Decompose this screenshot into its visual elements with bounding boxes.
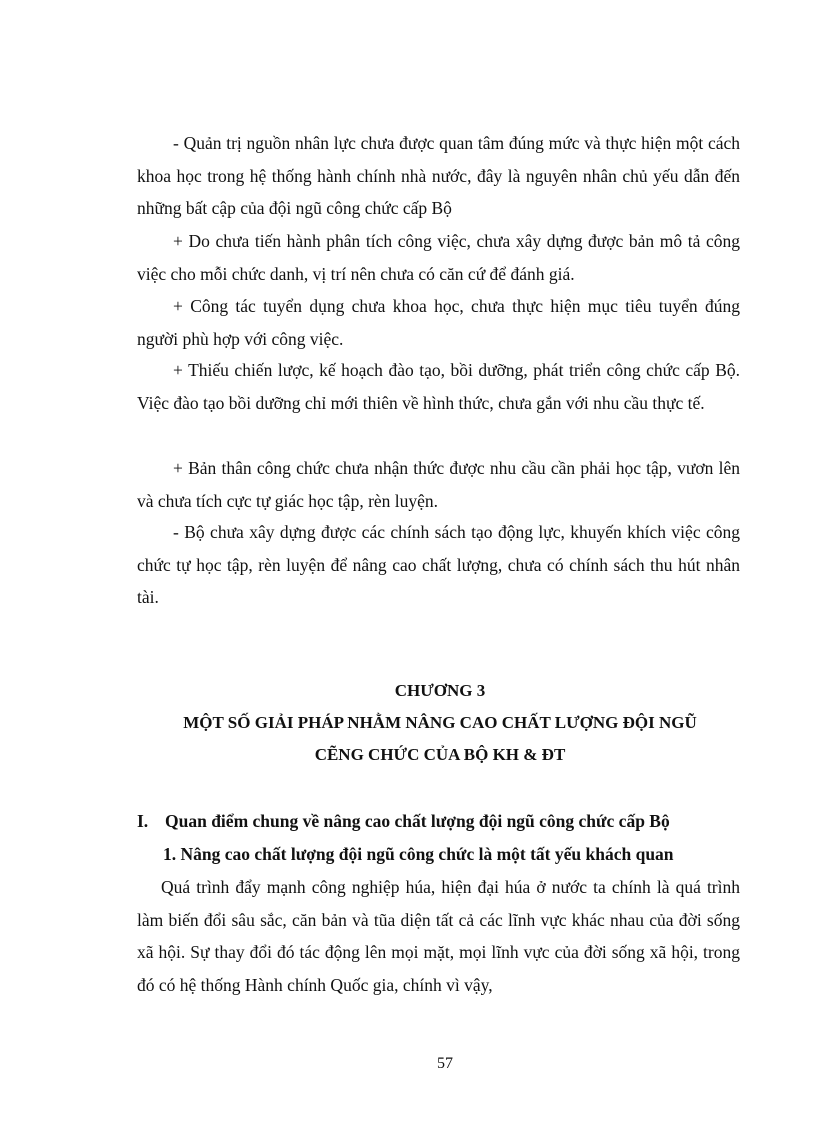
section-number: I. — [137, 811, 149, 831]
paragraph-hr-management: - Quản trị nguồn nhân lực chưa được quan tâm đúng mức và thực hiện một cách khoa học trong hệ thống hành chính nhà nước, đây là nguyên nhân chủ yếu dẫn đến những bất cập của đội ngũ công chức cấp Bộ — [137, 133, 740, 219]
chapter-title-line-1: MỘT SỐ GIẢI PHÁP NHẰM NÂNG CAO CHẤT LƯỢNG ĐỘI NGŨ — [183, 713, 697, 732]
page-number: 57 — [437, 1055, 453, 1072]
subsection-title: 1. Nâng cao chất lượng đội ngũ công chức là một tất yếu khách quan — [163, 844, 674, 864]
paragraph-recruitment: + Công tác tuyển dụng chưa khoa học, chưa thực hiện mục tiêu tuyển đúng người phù hợp với công việc. — [137, 296, 740, 349]
chapter-label: CHƯƠNG 3 — [394, 681, 486, 700]
paragraph-training-strategy: + Thiếu chiến lược, kế hoạch đào tạo, bồi dưỡng, phát triển công chức cấp Bộ. Việc đào tạo bồi dưỡng chỉ mới thiên về hình thức, chưa gắn với nhu cầu thực tế. — [137, 360, 740, 413]
body-paragraph: Quá trình đẩy mạnh công nghiệp húa, hiện đại húa ở nước ta chính là quá trình làm biến đổi sâu sắc, căn bản và tũa diện tất cả các lĩnh vực khác nhau của đời sống xã hội. Sự thay đổi đó tác động lên mọi mặt, mọi lĩnh vực của đời sống xã hội, trong đó có hệ thống Hành chính Quốc gia, chính vì vậy, — [137, 877, 740, 995]
section-title: Quan điểm chung về nâng cao chất lượng đội ngũ công chức cấp Bộ — [165, 811, 670, 831]
paragraph-job-analysis: + Do chưa tiến hành phân tích công việc, chưa xây dựng được bản mô tả công việc cho mỗi chức danh, vị trí nên chưa có căn cứ để đánh giá. — [137, 231, 740, 284]
paragraph-self-awareness: + Bản thân công chức chưa nhận thức được nhu cầu cần phải học tập, vươn lên và chưa tích cực tự giác học tập, rèn luyện. — [137, 458, 740, 511]
paragraph-motivation-policy: - Bộ chưa xây dựng được các chính sách tạo động lực, khuyến khích việc công chức tự học tập, rèn luyện để nâng cao chất lượng, chưa có chính sách thu hút nhân tài. — [137, 522, 740, 608]
chapter-title-line-2: CẼNG CHỨC CỦA BỘ KH & ĐT — [314, 745, 566, 764]
